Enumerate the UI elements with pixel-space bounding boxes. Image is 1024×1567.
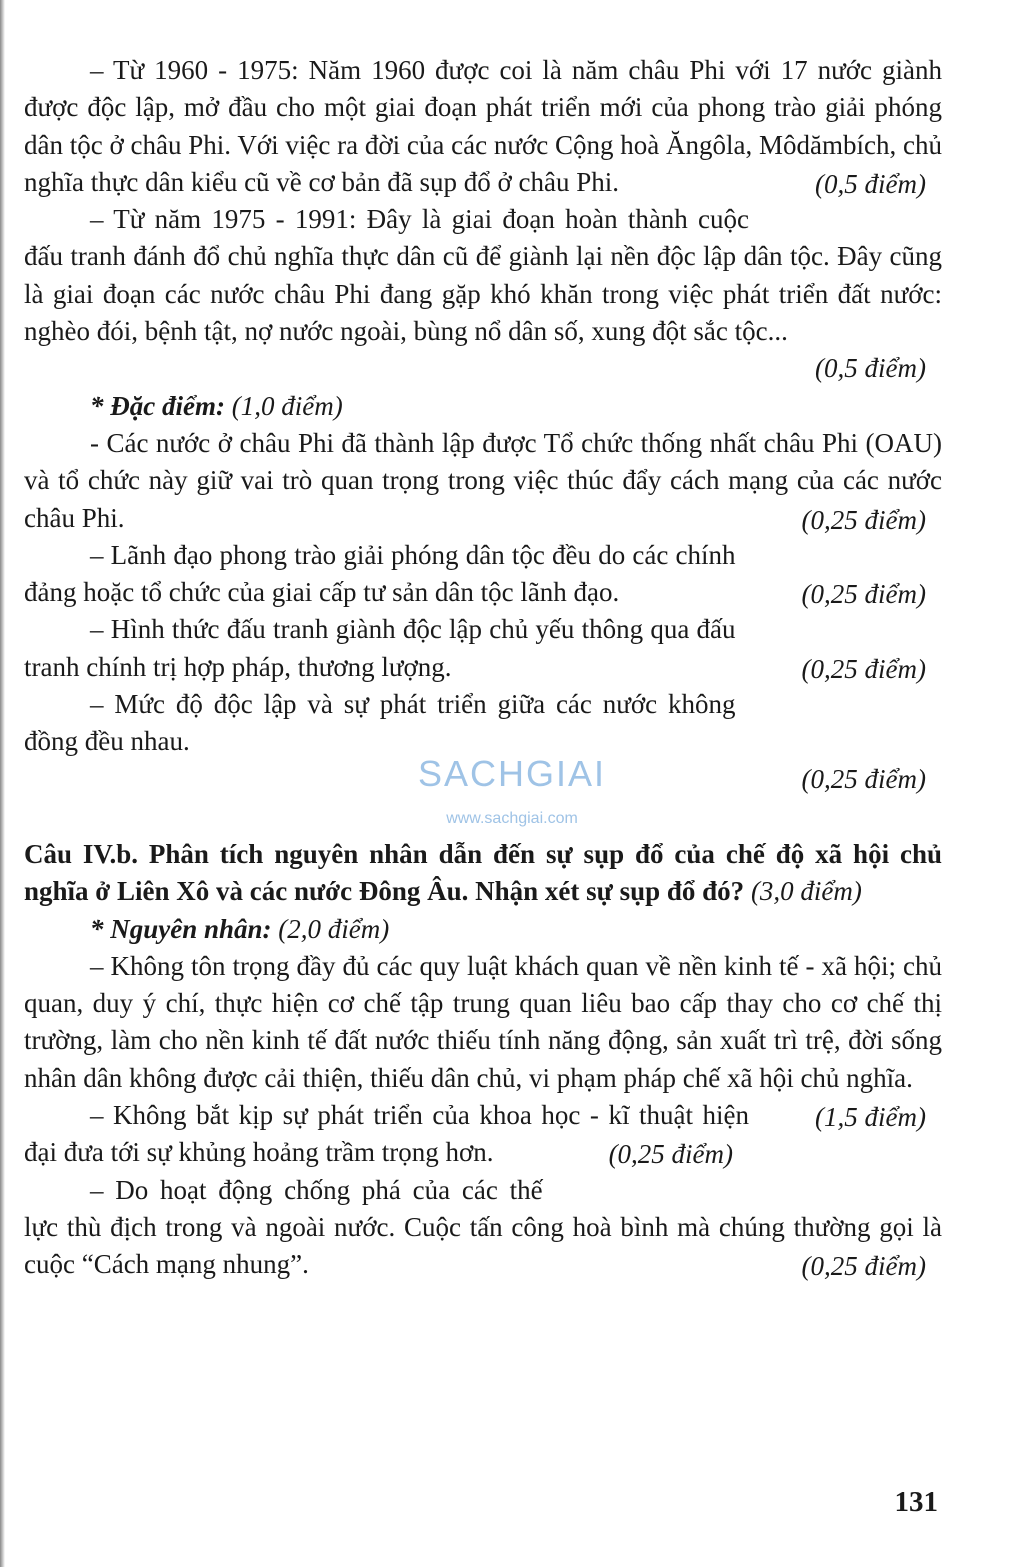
score-label: (0,25 điểm) <box>608 1139 734 1170</box>
score-label: (0,25 điểm) <box>801 653 926 684</box>
score-label: (0,25 điểm) <box>801 504 926 535</box>
paragraph-1975-1991: – Từ năm 1975 - 1991: Đây là giai đoạn hoàn thành cuộc đấu tranh đánh đổ chủ nghĩa thực dân cũ để giành lại nền độc lập dân tộc. Đây cũng là giai đoạn các nước châu Phi đang gặp khó khăn trong việc phát triển đất nước: nghèo đói, bệnh tật, nợ nước ngoài, bùng nổ dân số, xung đột sắc tộc... <box>24 204 942 347</box>
score-label: (0,5 điểm) <box>815 168 926 199</box>
watermark-url: www.sachgiai.com <box>446 810 578 827</box>
feature-item: – Hình thức đấu tranh giành độc lập chủ yếu thông qua đấu tranh chính trị hợp pháp, thương lượng. (0,25 điểm) <box>24 611 942 686</box>
page-edge-shadow <box>0 0 5 1567</box>
features-heading: * Đặc điểm: (1,0 điểm) <box>90 390 343 421</box>
score-label: (0,5 điểm) <box>815 353 926 384</box>
feature-item: – Lãnh đạo phong trào giải phóng dân tộc đều do các chính đảng hoặc tổ chức của giai cấp tư sản dân tộc lãnh đạo. (0,25 điểm) <box>24 537 942 612</box>
score-label: (0,25 điểm) <box>801 763 926 794</box>
score-label: (0,25 điểm) <box>801 579 926 610</box>
feature-item: - Các nước ở châu Phi đã thành lập được Tổ chức thống nhất châu Phi (OAU) và tổ chức này giữ vai trò quan trọng trong việc thúc đẩy cách mạng của các nước châu Phi. (0,25 điểm) <box>24 425 942 537</box>
score-label: (1,5 điểm) <box>815 1102 926 1133</box>
cause-item: – Không bắt kịp sự phát triển của khoa học - kĩ thuật hiện đại đưa tới sự khủng hoảng trầm trọng hơn. (0,25 điểm) <box>24 1097 942 1172</box>
feature-item: – Mức độ độc lập và sự phát triển giữa các nước không đồng đều nhau. <box>24 689 736 757</box>
paragraph-1960-1975: – Từ 1960 - 1975: Năm 1960 được coi là năm châu Phi với 17 nước giành được độc lập, mở đầu cho một giai đoạn phát triển mới của phong trào giải phóng dân tộc ở châu Phi. Với việc ra đời của các nước Cộng hoà Ăngôla, Môdămbích, chủ nghĩa thực dân kiểu cũ về cơ bản đã sụp đổ ở châu Phi. (0,5 điểm) <box>24 52 942 201</box>
page-number: 131 <box>894 1486 938 1518</box>
page-body <box>24 52 942 1286</box>
cause-item: – Do hoạt động chống phá của các thế lực thù địch trong và ngoài nước. Cuộc tấn công hoà bình mà chúng thường gọi là cuộc “Cách mạng nhung”. (0,25 điểm) <box>24 1172 942 1284</box>
cause-item: – Không tôn trọng đầy đủ các quy luật khách quan về nền kinh tế - xã hội; chủ quan, duy ý chí, thực hiện cơ chế tập trung quan liêu bao cấp thay cho cơ chế thị trường, làm cho nền kinh tế đất nước thiếu tính năng động, sản xuất trì trệ, đời sống nhân dân không được cải thiện, thiếu dân chủ, vi phạm pháp chế xã hội chủ nghĩa. (1,5 điểm) <box>24 948 942 1097</box>
score-label: (0,25 điểm) <box>801 1251 926 1282</box>
causes-heading: * Nguyên nhân: (2,0 điểm) <box>90 913 390 944</box>
watermark-logo: SACHGIAI <box>417 753 607 794</box>
question-heading: Câu IV.b. Phân tích nguyên nhân dẫn đến sự sụp đổ của chế độ xã hội chủ nghĩa ở Liên Xô và các nước Đông Âu. Nhận xét sự sụp đổ đó? (3,0 điểm) <box>24 838 942 907</box>
